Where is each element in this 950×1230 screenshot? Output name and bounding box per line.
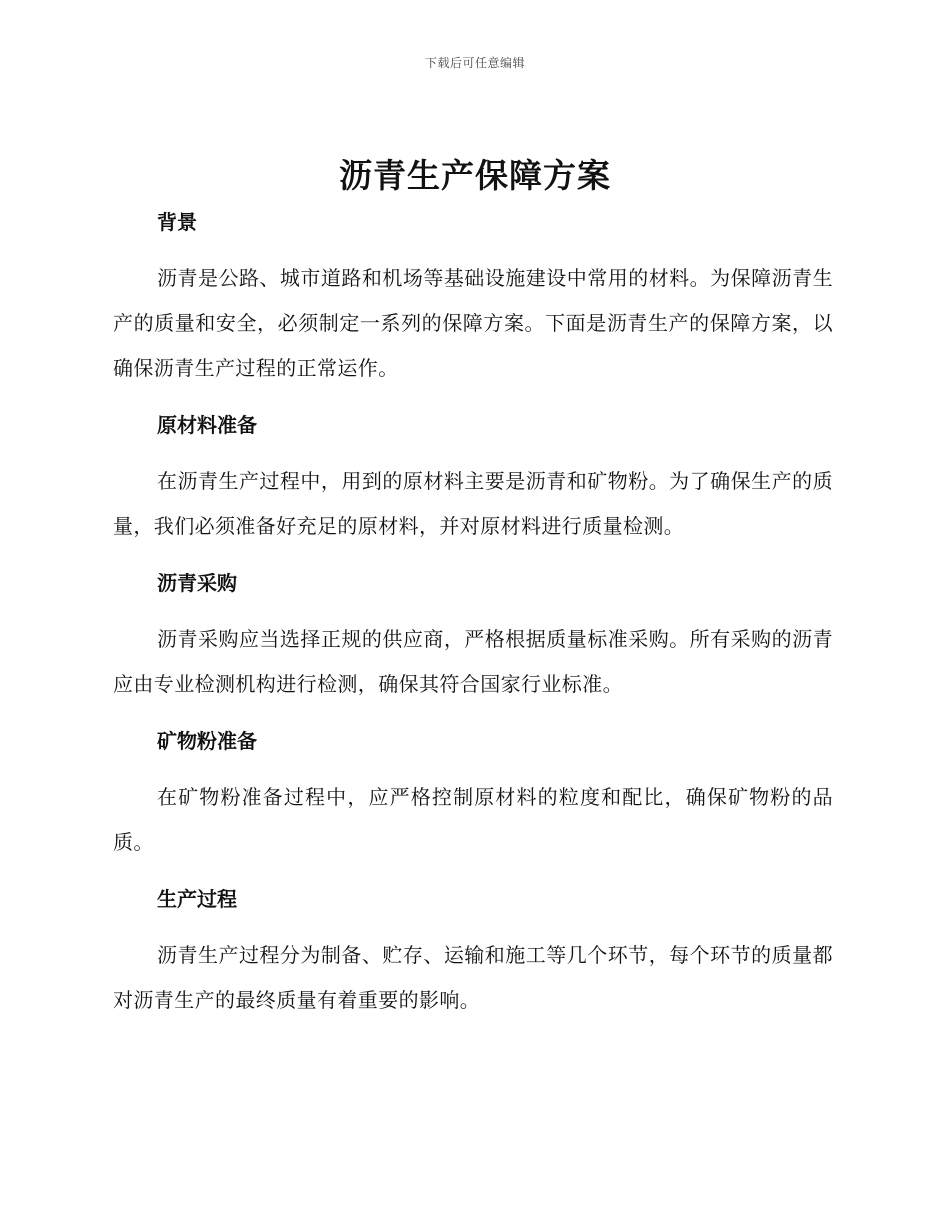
section-paragraph: 沥青生产过程分为制备、贮存、运输和施工等几个环节，每个环节的质量都对沥青生产的最终质量有着重要的影响。 [113, 943, 833, 1012]
section-heading: 背景 [157, 210, 197, 234]
section-heading: 矿物粉准备 [157, 729, 257, 753]
section-heading: 沥青采购 [157, 571, 237, 595]
section-paragraph: 沥青采购应当选择正规的供应商，严格根据质量标准采购。所有采购的沥青应由专业检测机构进行检测，确保其符合国家行业标准。 [113, 627, 833, 696]
section-heading: 原材料准备 [157, 413, 257, 437]
section-heading: 生产过程 [157, 887, 237, 911]
section-production-process [113, 877, 833, 1023]
document-title: 沥青生产保障方案 [339, 156, 611, 195]
section-raw-materials [113, 403, 833, 549]
section-paragraph: 在沥青生产过程中，用到的原材料主要是沥青和矿物粉。为了确保生产的质量，我们必须准备好充足的原材料，并对原材料进行质量检测。 [113, 469, 833, 538]
section-asphalt-procurement [113, 561, 833, 707]
section-mineral-powder [113, 719, 833, 865]
document-body [113, 200, 833, 1035]
section-paragraph: 在矿物粉准备过程中，应严格控制原材料的粒度和配比，确保矿物粉的品质。 [113, 785, 833, 854]
header-note: 下载后可任意编辑 [424, 56, 525, 70]
section-paragraph: 沥青是公路、城市道路和机场等基础设施建设中常用的材料。为保障沥青生产的质量和安全，必须制定一系列的保障方案。下面是沥青生产的保障方案，以确保沥青生产过程的正常运作。 [113, 266, 833, 380]
section-background [113, 200, 833, 391]
